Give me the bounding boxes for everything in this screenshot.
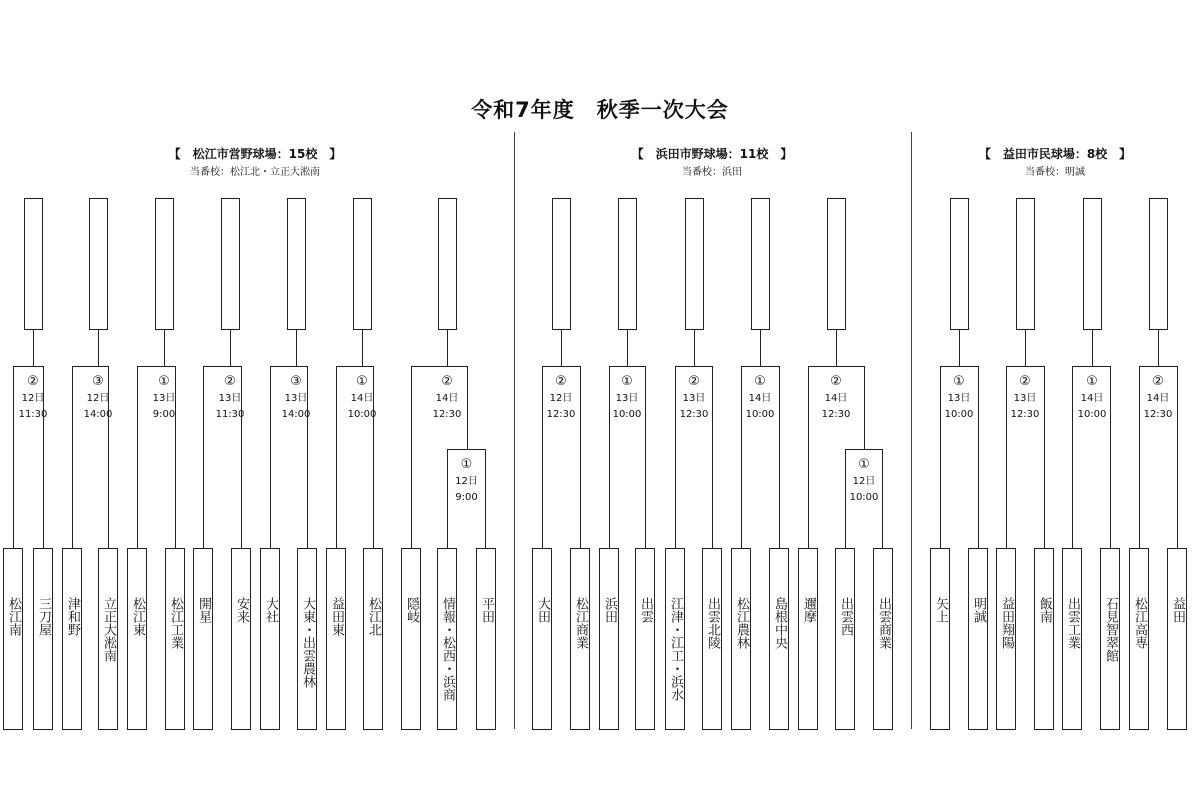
winner-connector [1025,330,1026,366]
match-day: 14日 [1080,393,1104,404]
team-name: 隠岐 [404,597,419,623]
team-box [1034,548,1054,730]
match-number: ② [1019,374,1031,389]
team-box [873,548,893,730]
team-name: 矢上 [933,597,948,623]
team-box [731,548,751,730]
team-name: 三刀屋 [36,597,51,636]
winner-connector [760,330,761,366]
match-day: 13日 [615,393,639,404]
team-box [1167,548,1187,730]
venue-duty-school: 当番校：明誠 [1025,167,1085,178]
match-number: ② [1152,374,1164,389]
team-box [532,548,552,730]
team-box [98,548,118,730]
winner-box [950,198,969,330]
winner-box [618,198,637,330]
match-time: 10:00 [849,492,879,503]
winner-connector [694,330,695,366]
match-number: ① [858,457,870,472]
team-name: 松江商業 [573,597,588,649]
match-info [1000,374,1050,422]
winner-connector [627,330,628,366]
match-day: 13日 [1013,393,1037,404]
team-name: 益田翔陽 [999,597,1014,649]
team-box [930,548,950,730]
match-bracket-right-leg [864,366,865,449]
team-box [326,548,346,730]
match-day: 14日 [350,393,374,404]
winner-connector [230,330,231,366]
match-time: 9:00 [455,492,478,503]
match-info [934,374,984,422]
match-time: 10:00 [612,409,642,420]
match-day: 14日 [748,393,772,404]
team-name: 浜田 [602,597,617,623]
team-box [3,548,23,730]
winner-connector [836,330,837,366]
team-name: 安来 [234,597,249,623]
winner-connector [33,330,34,366]
team-name: 松江南 [6,597,21,636]
team-name: 石見智翠館 [1103,597,1118,662]
match-info [422,374,472,422]
match-day: 14日 [435,393,459,404]
match-info [669,374,719,422]
match-number: ① [460,457,473,472]
winner-box [751,198,770,330]
match-number: ② [224,374,236,389]
team-box [665,548,685,730]
match-time: 9:00 [152,409,176,420]
team-box [231,548,251,730]
winner-box [1016,198,1035,330]
page-title: 令和7年度 秋季一次大会 [471,98,729,122]
winner-box [827,198,846,330]
team-box [798,548,818,730]
match-info [337,374,387,422]
team-box [33,548,53,730]
team-box [437,548,457,730]
team-box [769,548,789,730]
match-day: 14日 [1146,393,1170,404]
team-name: 島根中央 [772,597,787,649]
match-day: 12日 [86,393,110,404]
team-name: 開星 [196,597,211,623]
team-name: 情報・松西・浜商 [440,597,455,701]
team-name: 松江東 [130,597,145,636]
match-info [73,374,123,422]
team-box [260,548,280,730]
match-time: 12:30 [432,409,462,420]
match-info [536,374,586,422]
team-name: 出雲西 [838,597,853,636]
match-number: ① [356,374,368,389]
match-info [8,374,58,422]
venue-duty-school: 当番校：松江北・立正大淞南 [190,167,320,178]
match-day: 12日 [21,393,45,404]
team-name: 邇摩 [801,597,816,623]
team-box [127,548,147,730]
match-day: 12日 [852,476,876,487]
winner-connector [1158,330,1159,366]
match-info [1067,374,1117,422]
winner-box [287,198,306,330]
winner-connector [959,330,960,366]
venue-header: 【 松江市営野球場：15校 】 [168,147,342,161]
match-number: ① [158,374,170,389]
match-day: 12日 [549,393,573,404]
team-name: 明誠 [971,597,986,623]
venue-divider [514,132,515,729]
winner-connector [362,330,363,366]
team-name: 松江高専 [1132,597,1147,649]
team-box [570,548,590,730]
match-day: 13日 [218,393,242,404]
match-number: ② [555,374,567,389]
match-time: 10:00 [347,409,377,420]
winner-box [89,198,108,330]
match-time: 11:30 [215,409,245,420]
match-time: 10:00 [1077,409,1107,420]
match-time: 10:00 [745,409,775,420]
team-name: 立正大淞南 [101,597,116,662]
match-number: ② [688,374,700,389]
match-day: 13日 [284,393,308,404]
winner-box [1083,198,1102,330]
team-name: 出雲工業 [1065,597,1080,649]
match-number: ③ [290,374,302,389]
venue-duty-school: 当番校：浜田 [682,167,742,178]
match-time: 14:00 [281,409,311,420]
match-day: 13日 [682,393,706,404]
winner-box [221,198,240,330]
match-number: ① [1086,374,1098,389]
match-number: ① [953,374,965,389]
team-box [599,548,619,730]
team-name: 益田東 [329,597,344,636]
winner-box [1149,198,1168,330]
match-info [139,374,189,422]
match-number: ③ [92,374,104,389]
venue-header: 【 益田市民球場：8校 】 [978,147,1132,161]
team-box [297,548,317,730]
team-name: 松江農林 [734,597,749,649]
match-info [271,374,321,422]
match-info [735,374,785,422]
team-box [1062,548,1082,730]
match-number: ② [27,374,39,389]
match-time: 12:30 [821,409,851,420]
match-number: ① [754,374,766,389]
team-box [702,548,722,730]
team-name: 津和野 [65,597,80,636]
team-name: 大東・出雲農林 [300,597,315,688]
team-box [1129,548,1149,730]
team-name: 松江北 [366,597,381,636]
team-name: 平田 [479,597,494,623]
winner-connector [98,330,99,366]
match-time: 12:30 [546,409,576,420]
team-name: 松江工業 [168,597,183,649]
match-info [811,374,861,422]
venue-header: 【 浜田市野球場：11校 】 [631,147,793,161]
winner-connector [164,330,165,366]
team-box [835,548,855,730]
team-box [476,548,496,730]
match-time: 14:00 [83,409,113,420]
venue-divider [911,132,912,729]
match-info [205,374,255,422]
match-day: 12日 [455,476,478,487]
team-name: 出雲商業 [876,597,891,649]
team-name: 大社 [263,597,278,623]
winner-connector [296,330,297,366]
team-box [62,548,82,730]
team-name: 大田 [535,597,550,623]
match-number: ① [621,374,633,389]
winner-box [552,198,571,330]
winner-box [438,198,457,330]
team-box [401,548,421,730]
match-info [1133,374,1183,422]
team-box [996,548,1016,730]
team-box [635,548,655,730]
match-time: 12:30 [1010,409,1040,420]
winner-connector [1092,330,1093,366]
team-box [363,548,383,730]
winner-box [353,198,372,330]
team-name: 飯南 [1037,597,1052,623]
match-time: 11:30 [18,409,48,420]
match-day: 13日 [947,393,971,404]
team-name: 益田 [1170,597,1185,623]
winner-connector [561,330,562,366]
team-name: 出雲 [638,597,653,623]
team-box [968,548,988,730]
winner-box [155,198,174,330]
winner-connector [447,330,448,366]
match-day: 14日 [824,393,848,404]
match-number: ② [830,374,842,389]
match-info [602,374,652,422]
team-box [1100,548,1120,730]
match-time: 12:30 [679,409,709,420]
team-box [165,548,185,730]
match-time: 10:00 [944,409,974,420]
winner-box [24,198,43,330]
match-number: ② [441,374,453,389]
match-time: 12:30 [1143,409,1173,420]
team-name: 江津・江工・浜水 [668,597,683,701]
team-box [193,548,213,730]
winner-box [685,198,704,330]
match-day: 13日 [152,393,176,404]
team-name: 出雲北陵 [705,597,720,649]
